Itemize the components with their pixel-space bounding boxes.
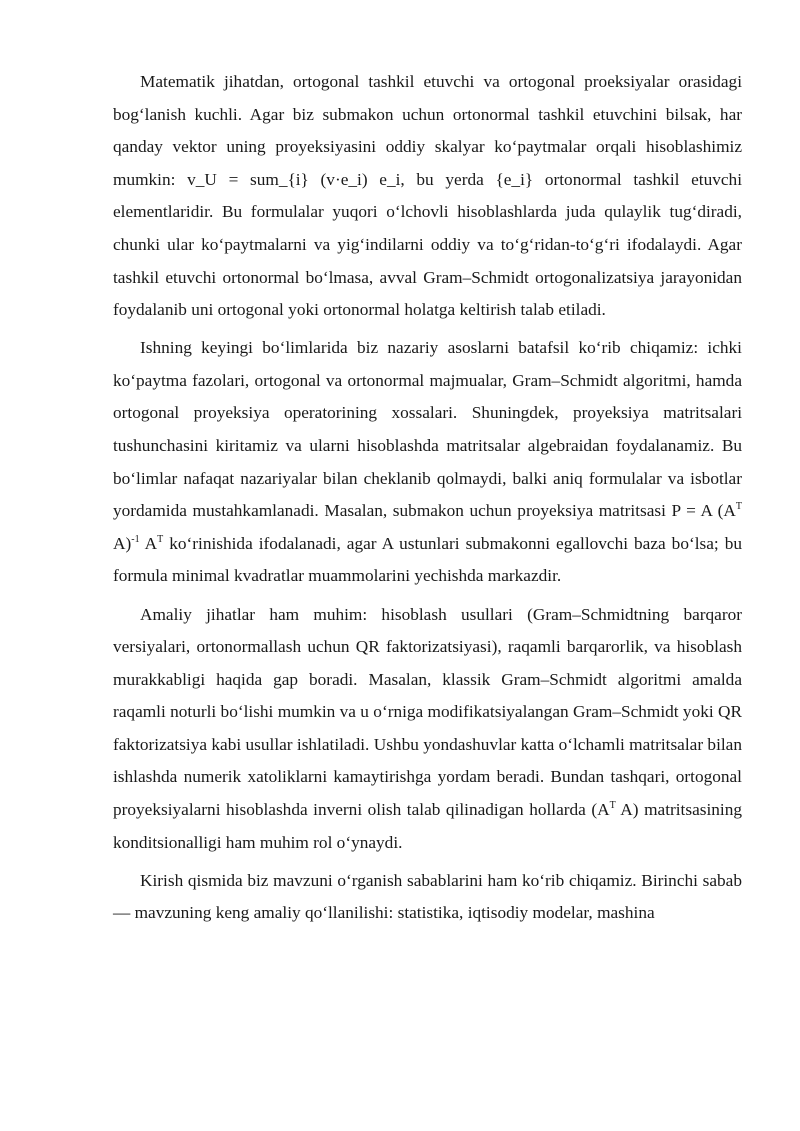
paragraph-introduction — [113, 865, 742, 930]
paragraph-practical-aspects — [113, 599, 742, 860]
paragraph-text: Amaliy jihatlar ham muhim: hisoblash usullari (Gram–Schmidtning barqaror versiyalari, ortonormallash uchun QR faktorizatsiyasi), raqamli barqarorlik, va hisoblash murakkabligi haqida gap boradi. Masalan, klassik Gram–Schmidt algoritmi amalda raqamli noturli bo‘lishi mumkin va u o‘rniga modifikatsiyalangan Gram–Schmidt yoki QR faktorizatsiya kabi usullar ishlatiladi. Ushbu yondashuvlar katta o‘lchamli matritsalar bilan ishlashda numerik xatoliklarni kamaytirishga yordam beradi. Bundan tashqari, ortogonal proyeksiyalarni hisoblashda inverni olish talab qilinadigan hollarda (A — [113, 604, 742, 820]
superscript-transpose: T — [609, 800, 616, 812]
paragraph-theory-overview — [113, 332, 742, 593]
paragraph-text: A — [139, 533, 158, 553]
paragraph-text: A) — [113, 533, 132, 553]
paragraph-text: Matematik jihatdan, ortogonal tashkil etuvchi va ortogonal proeksiyalar orasidagi bog‘lanish kuchli. Agar biz submakon uchun ortonormal tashkil etuvchini bilsak, har qanday vektor uning proyeksiyasini oddiy skalyar ko‘paytmalar orqali hisoblashimiz mumkin: v_U = sum_{i} (v·e_i) e_i, bu yerda {e_i} ortonormal tashkil etuvchi elementlaridir. Bu formulalar yuqori o‘lchovli hisoblashlarda juda qulaylik tug‘diradi, chunki ular ko‘paytmalarni va yig‘indilarni oddiy va to‘g‘ridan-to‘g‘ri ifodalaydi. Agar tashkil etuvchi ortonormal bo‘lmasa, avval Gram–Schmidt ortogonalizatsiya jarayonidan foydalanib uni ortogonal yoki ortonormal holatga keltirish talab etiladi. — [113, 72, 742, 320]
paragraph-text: Kirish qismida biz mavzuni o‘rganish sabablarini ham ko‘rib chiqamiz. Birinchi sabab — mavzuning keng amaliy qo‘llanilishi: statistika, iqtisodiy modelar, mashina — [113, 870, 742, 923]
document-page — [113, 66, 742, 935]
superscript-transpose: T — [157, 533, 164, 545]
paragraph-text: Ishning keyingi bo‘limlarida biz nazariy asoslarni batafsil ko‘rib chiqamiz: ichki ko‘paytma fazolari, ortogonal va ortonormal majmualar, Gram–Schmidt algoritmi, hamda ortogonal proyeksiya operatorining xossalari. Shuningdek, proyeksiya matritsalari tushunchasini kiritamiz va ularni hisoblashda matritsalar algebraidan foydalanamiz. Bu bo‘limlar nafaqat nazariyalar bilan cheklanib qolmaydi, balki aniq formulalar va isbotlar yordamida mustahkamlanadi. Masalan, submakon uchun proyeksiya matritsasi P = A (A — [113, 338, 742, 521]
paragraph-text: A) matritsasining konditsionalligi ham muhim rol o‘ynaydi. — [113, 800, 742, 852]
superscript-transpose: T — [735, 501, 742, 513]
paragraph-text: ko‘rinishida ifodalanadi, agar A ustunlari submakonni egallovchi baza bo‘lsa; bu formula minimal kvadratlar muammolarini yechishda markazdir. — [113, 533, 742, 586]
superscript-inverse: -1 — [131, 533, 140, 545]
paragraph-orthogonal-basis — [113, 66, 742, 327]
